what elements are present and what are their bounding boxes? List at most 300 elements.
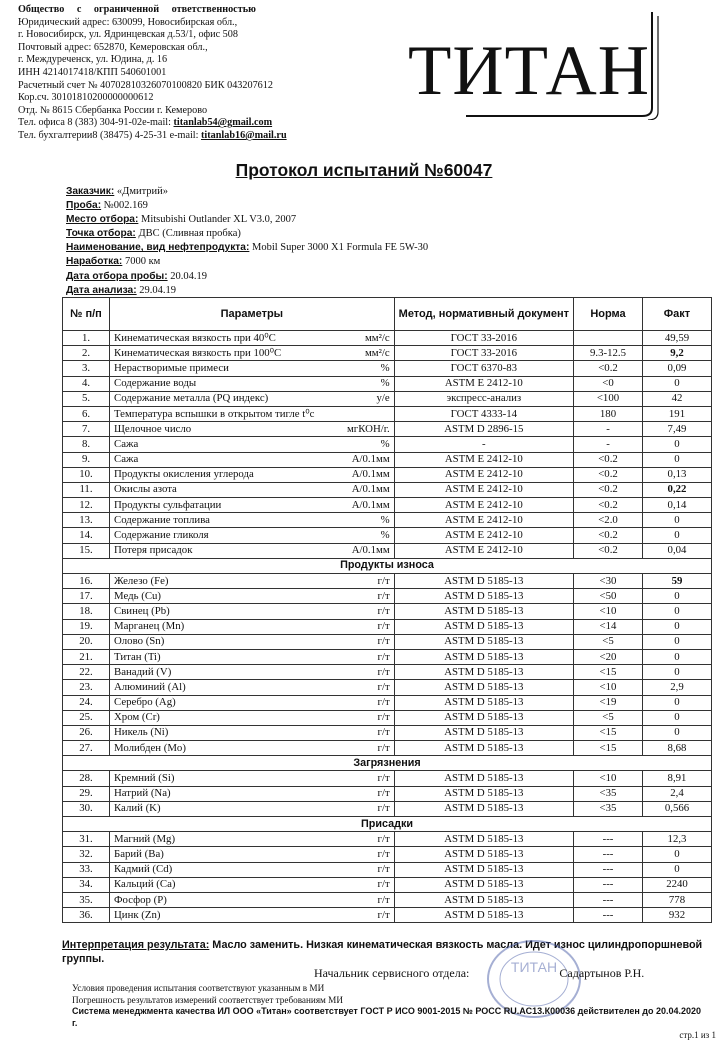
row-method: экспресс-анализ [394, 391, 573, 406]
row-fact: 0 [643, 847, 712, 862]
row-num: 21. [63, 649, 110, 664]
row-fact: 0 [643, 725, 712, 740]
row-unit: г/т [377, 726, 390, 739]
table-row [63, 406, 712, 421]
row-fact: 9,2 [643, 346, 712, 361]
row-method: ASTM D 5185-13 [394, 725, 573, 740]
office-email-link[interactable]: titanlab54@gmail.com [173, 117, 273, 129]
row-num: 1. [63, 331, 110, 346]
signature-line: Начальник сервисного отдела: Садартынов Р.Н. [314, 966, 645, 980]
row-fact: 0 [643, 589, 712, 604]
row-fact: 0 [643, 376, 712, 391]
row-method: ASTM E 2412-10 [394, 482, 573, 497]
table-row [63, 482, 712, 497]
row-method: ГОСТ 6370-83 [394, 361, 573, 376]
row-norm: <2.0 [574, 513, 643, 528]
row-num: 26. [63, 725, 110, 740]
row-param: Ванадий (V) г/т [110, 665, 395, 680]
row-fact: 0 [643, 513, 712, 528]
row-norm: <19 [574, 695, 643, 710]
table-row [63, 391, 712, 406]
row-unit: г/т [377, 620, 390, 633]
logo-text: ТИТАН [408, 32, 651, 110]
row-norm: <10 [574, 771, 643, 786]
row-num: 2. [63, 346, 110, 361]
row-norm: <35 [574, 786, 643, 801]
row-param: Кинематическая вязкость при 40⁰С мм²/с [110, 331, 395, 346]
row-num: 20. [63, 634, 110, 649]
row-param: Нерастворимые примеси % [110, 361, 395, 376]
interpretation: Интерпретация результата: Масло заменить. Низкая кинематическая вязкость масла. Идет износ цилиндропоршневой группы. [62, 939, 703, 965]
row-method: ASTM D 5185-13 [394, 801, 573, 816]
row-param: Никель (Ni) г/т [110, 725, 395, 740]
table-row [63, 801, 712, 816]
row-num: 22. [63, 665, 110, 680]
row-num: 27. [63, 741, 110, 756]
row-norm: --- [574, 862, 643, 877]
info-row [66, 199, 428, 213]
info-row [66, 284, 428, 298]
row-method: - [394, 437, 573, 452]
row-fact: 0,13 [643, 467, 712, 482]
row-norm: <35 [574, 801, 643, 816]
address-line: Кор.сч. 30101810200000000612 [18, 92, 154, 104]
table-row [63, 604, 712, 619]
row-norm: <50 [574, 589, 643, 604]
row-norm: <0.2 [574, 528, 643, 543]
row-method: ASTM D 5185-13 [394, 832, 573, 847]
row-param: Содержание топлива % [110, 513, 395, 528]
footer-notes: Условия проведения испытания соответствуют указанным в МИ Погрешность результатов измерений соответствует требованиям МИ Система менеджмента качества ИЛ ООО «Титан» соответствует ГОСТ Р ИСО 9001-2015 № РОСС RU.АС13.К00036 действителен до 20.04.2020 г. [72, 983, 702, 1028]
row-param: Кальций (Ca) г/т [110, 877, 395, 892]
info-value: «Дмитрий» [114, 186, 169, 197]
row-fact: 932 [643, 908, 712, 923]
row-unit: г/т [377, 696, 390, 709]
row-norm: <0.2 [574, 452, 643, 467]
table-row [63, 528, 712, 543]
info-row [66, 255, 428, 269]
row-norm: <0.2 [574, 482, 643, 497]
row-num: 9. [63, 452, 110, 467]
row-num: 10. [63, 467, 110, 482]
row-unit: % [380, 377, 390, 390]
row-unit: г/т [377, 893, 390, 906]
info-label: Заказчик: [66, 186, 115, 197]
row-norm: <100 [574, 391, 643, 406]
row-num: 8. [63, 437, 110, 452]
table-row [63, 376, 712, 391]
row-method: ASTM D 5185-13 [394, 589, 573, 604]
row-norm: <0.2 [574, 543, 643, 558]
col-param-header: Параметры [110, 298, 395, 331]
row-num: 36. [63, 908, 110, 923]
row-unit: г/т [377, 589, 390, 602]
row-method: ASTM D 5185-13 [394, 741, 573, 756]
row-param: Калий (K) г/т [110, 801, 395, 816]
row-param: Магний (Mg) г/т [110, 832, 395, 847]
row-unit: % [380, 513, 390, 526]
row-unit: г/т [377, 604, 390, 617]
row-unit: г/т [377, 802, 390, 815]
row-fact: 2240 [643, 877, 712, 892]
table-row [63, 786, 712, 801]
info-value: Mitsubishi Outlander XL V3.0, 2007 [138, 214, 297, 226]
row-unit: мм²/с [364, 331, 390, 344]
row-fact: 191 [643, 406, 712, 421]
table-row [63, 574, 712, 589]
row-param: Марганец (Mn) г/т [110, 619, 395, 634]
row-unit: г/т [377, 635, 390, 648]
info-label: Дата анализа: [66, 284, 137, 296]
info-row [66, 185, 428, 199]
table-row [63, 452, 712, 467]
row-unit: А/0.1мм [351, 453, 390, 466]
section-row [63, 558, 712, 573]
row-num: 30. [63, 801, 110, 816]
row-method: ASTM D 5185-13 [394, 695, 573, 710]
row-num: 16. [63, 574, 110, 589]
row-method: ASTM D 5185-13 [394, 634, 573, 649]
row-fact: 0 [643, 649, 712, 664]
table-row [63, 498, 712, 513]
table-row [63, 862, 712, 877]
section-row [63, 756, 712, 771]
row-fact: 59 [643, 574, 712, 589]
row-norm: <14 [574, 619, 643, 634]
col-fact-header: Факт [643, 298, 712, 331]
office-phone-line: Тел. офиса 8 (383) 304-91-02e-mail: titanlab54@gmail.com [18, 117, 273, 129]
info-value: 20.04.19 [167, 270, 207, 282]
table-row [63, 361, 712, 376]
row-fact: 0 [643, 604, 712, 619]
row-fact: 0,09 [643, 361, 712, 376]
row-param: Барий (Ba) г/т [110, 847, 395, 862]
row-norm: - [574, 437, 643, 452]
row-fact: 2,4 [643, 786, 712, 801]
row-fact: 0 [643, 634, 712, 649]
table-row [63, 710, 712, 725]
table-row [63, 680, 712, 695]
table-row [63, 908, 712, 923]
section-title: Продукты износа [63, 558, 712, 573]
table-row [63, 877, 712, 892]
row-param: Серебро (Ag) г/т [110, 695, 395, 710]
table-row [63, 725, 712, 740]
row-unit: г/т [377, 680, 390, 693]
col-num-header: № п/п [63, 298, 110, 331]
row-norm: - [574, 422, 643, 437]
address-line: ИНН 4214017418/КПП 540601001 [18, 66, 167, 78]
row-unit: мм²/с [364, 346, 390, 359]
row-unit: А/0.1мм [351, 468, 390, 481]
row-num: 34. [63, 877, 110, 892]
table-row [63, 695, 712, 710]
address-line: Почтовый адрес: 652870, Кемеровская обл., [18, 41, 208, 53]
address-line: Юридический адрес: 630099, Новосибирская обл., [18, 16, 238, 28]
row-param: Натрий (Na) г/т [110, 786, 395, 801]
info-row [66, 241, 428, 255]
row-param: Продукты сульфатации А/0.1мм [110, 498, 395, 513]
row-unit: г/т [377, 665, 390, 678]
row-method: ASTM D 5185-13 [394, 862, 573, 877]
table-row [63, 847, 712, 862]
row-norm: --- [574, 877, 643, 892]
row-param: Содержание воды % [110, 376, 395, 391]
info-label: Наработка: [66, 256, 123, 268]
row-unit: А/0.1мм [351, 498, 390, 511]
row-fact: 778 [643, 892, 712, 907]
row-num: 23. [63, 680, 110, 695]
row-unit: % [380, 361, 390, 374]
row-num: 31. [63, 832, 110, 847]
section-row [63, 817, 712, 832]
row-num: 29. [63, 786, 110, 801]
row-fact: 42 [643, 391, 712, 406]
row-fact: 0 [643, 695, 712, 710]
row-unit: г/т [377, 878, 390, 891]
row-param: Олово (Sn) г/т [110, 634, 395, 649]
row-fact: 0 [643, 528, 712, 543]
row-method: ASTM D 5185-13 [394, 604, 573, 619]
table-row [63, 619, 712, 634]
table-row [63, 832, 712, 847]
info-label: Точка отбора: [66, 228, 136, 240]
row-norm: --- [574, 847, 643, 862]
row-method: ASTM D 2896-15 [394, 422, 573, 437]
address-line: г. Новосибирск, ул. Ядринцевская д.53/1, офис 508 [18, 29, 238, 41]
info-value: Mobil Super 3000 X1 Formula FE 5W-30 [249, 242, 429, 254]
row-norm: <10 [574, 604, 643, 619]
info-row [66, 227, 428, 241]
row-unit: г/т [377, 847, 390, 860]
address-line: г. Междуреченск, ул. Юдина, д. 16 [18, 54, 168, 66]
row-fact: 2,9 [643, 680, 712, 695]
info-label: Проба: [66, 200, 102, 212]
table-row [63, 331, 712, 346]
section-title: Загрязнения [63, 756, 712, 771]
row-fact: 0 [643, 665, 712, 680]
row-method: ASTM E 2412-10 [394, 543, 573, 558]
row-norm: --- [574, 892, 643, 907]
row-method: ASTM D 5185-13 [394, 619, 573, 634]
row-unit: % [380, 529, 390, 542]
row-param: Окислы азота А/0.1мм [110, 482, 395, 497]
row-norm: <0 [574, 376, 643, 391]
table-row [63, 467, 712, 482]
row-norm: <0.2 [574, 467, 643, 482]
row-method: ASTM E 2412-10 [394, 528, 573, 543]
row-param: Кремний (Si) г/т [110, 771, 395, 786]
row-param: Хром (Cr) г/т [110, 710, 395, 725]
row-fact: 0,04 [643, 543, 712, 558]
row-num: 28. [63, 771, 110, 786]
row-norm: 180 [574, 406, 643, 421]
table-row [63, 741, 712, 756]
stamp-text: ТИТАН [510, 959, 558, 975]
company-name: Общество с ограниченной ответственностью [18, 4, 256, 15]
row-param: Медь (Cu) г/т [110, 589, 395, 604]
row-param: Свинец (Pb) г/т [110, 604, 395, 619]
row-param: Содержание металла (PQ индекс) у/е [110, 391, 395, 406]
row-num: 13. [63, 513, 110, 528]
protocol-title: Протокол испытаний №60047 [235, 160, 493, 180]
table-row [63, 437, 712, 452]
col-method-header: Метод, нормативный документ [394, 298, 573, 331]
info-row [66, 213, 428, 227]
row-num: 35. [63, 892, 110, 907]
row-unit: г/т [377, 787, 390, 800]
row-method: ASTM D 5185-13 [394, 710, 573, 725]
table-row [63, 649, 712, 664]
row-fact: 49,59 [643, 331, 712, 346]
row-method: ASTM D 5185-13 [394, 649, 573, 664]
row-num: 14. [63, 528, 110, 543]
row-method: ГОСТ 33-2016 [394, 331, 573, 346]
row-fact: 0,566 [643, 801, 712, 816]
row-fact: 7,49 [643, 422, 712, 437]
address-line: Расчетный счет № 40702810326070100820 БИК 043207612 [18, 79, 273, 91]
row-num: 18. [63, 604, 110, 619]
info-label: Наименование, вид нефтепродукта: [66, 242, 250, 254]
table-row [63, 771, 712, 786]
row-norm: <5 [574, 710, 643, 725]
row-fact: 0,22 [643, 482, 712, 497]
info-value: ДВС (Сливная пробка) [135, 228, 241, 240]
row-num: 12. [63, 498, 110, 513]
row-param: Фосфор (P) г/т [110, 892, 395, 907]
row-method: ASTM E 2412-10 [394, 467, 573, 482]
row-unit: г/т [377, 772, 390, 785]
company-header [18, 4, 287, 143]
table-row [63, 346, 712, 361]
row-norm: <5 [574, 634, 643, 649]
sample-info [66, 185, 428, 298]
table-row [63, 422, 712, 437]
titan-logo [406, 8, 712, 120]
row-num: 11. [63, 482, 110, 497]
info-value: 7000 км [122, 256, 161, 268]
table-row [63, 543, 712, 558]
row-method: ASTM E 2412-10 [394, 498, 573, 513]
row-norm: <20 [574, 649, 643, 664]
page-number: стр.1 из 1 [679, 1030, 716, 1040]
row-method: ГОСТ 4333-14 [394, 406, 573, 421]
row-num: 3. [63, 361, 110, 376]
row-param: Потеря присадок А/0.1мм [110, 543, 395, 558]
row-method: ASTM D 5185-13 [394, 877, 573, 892]
row-unit: г/т [377, 650, 390, 663]
section-title: Присадки [63, 817, 712, 832]
row-param: Цинк (Zn) г/т [110, 908, 395, 923]
row-norm: <0.2 [574, 498, 643, 513]
row-fact: 0 [643, 437, 712, 452]
row-fact: 0 [643, 452, 712, 467]
row-method: ASTM D 5185-13 [394, 908, 573, 923]
row-norm: <10 [574, 680, 643, 695]
row-num: 33. [63, 862, 110, 877]
row-unit: г/т [377, 908, 390, 921]
row-norm [574, 331, 643, 346]
accounting-email-link[interactable]: titanlab16@mail.ru [201, 129, 287, 141]
table-row [63, 589, 712, 604]
row-method: ASTM E 2412-10 [394, 513, 573, 528]
info-value: №002.169 [101, 200, 148, 212]
row-num: 5. [63, 391, 110, 406]
row-num: 17. [63, 589, 110, 604]
row-method: ASTM D 5185-13 [394, 847, 573, 862]
row-norm: 9.3-12.5 [574, 346, 643, 361]
row-unit: % [380, 437, 390, 450]
row-param: Продукты окисления углерода А/0.1мм [110, 467, 395, 482]
row-method: ASTM D 5185-13 [394, 892, 573, 907]
row-num: 32. [63, 847, 110, 862]
accounting-phone-line: Тел. бухгалтерии8 (38475) 4-25-31 e-mail: titanlab16@mail.ru [18, 129, 287, 141]
row-method: ASTM D 5185-13 [394, 771, 573, 786]
row-norm: <30 [574, 574, 643, 589]
row-unit: г/т [377, 711, 390, 724]
row-fact: 12,3 [643, 832, 712, 847]
row-param: Молибден (Mo) г/т [110, 741, 395, 756]
col-norm-header: Норма [574, 298, 643, 331]
row-num: 4. [63, 376, 110, 391]
table-row [63, 665, 712, 680]
row-param: Кинематическая вязкость при 100⁰С мм²/с [110, 346, 395, 361]
row-unit: г/т [377, 863, 390, 876]
row-method: ASTM D 5185-13 [394, 665, 573, 680]
row-unit: г/т [377, 741, 390, 754]
row-param: Железо (Fe) г/т [110, 574, 395, 589]
row-param: Содержание гликоля % [110, 528, 395, 543]
row-unit: А/0.1мм [351, 544, 390, 557]
row-method: ASTM D 5185-13 [394, 574, 573, 589]
row-fact: 0,14 [643, 498, 712, 513]
row-norm: <15 [574, 741, 643, 756]
row-num: 6. [63, 406, 110, 421]
table-header-row [63, 298, 712, 331]
row-norm: <0.2 [574, 361, 643, 376]
row-method: ASTM D 5185-13 [394, 680, 573, 695]
row-unit: г/т [377, 832, 390, 845]
row-num: 25. [63, 710, 110, 725]
info-label: Место отбора: [66, 214, 139, 226]
row-unit: г/т [377, 574, 390, 587]
row-fact: 0 [643, 710, 712, 725]
row-num: 15. [63, 543, 110, 558]
row-param: Сажа % [110, 437, 395, 452]
row-method: ASTM E 2412-10 [394, 376, 573, 391]
row-method: ГОСТ 33-2016 [394, 346, 573, 361]
table-row [63, 634, 712, 649]
info-value: 29.04.19 [136, 284, 176, 296]
row-param: Алюминий (Al) г/т [110, 680, 395, 695]
row-num: 24. [63, 695, 110, 710]
table-row [63, 513, 712, 528]
row-unit: у/е [376, 392, 390, 405]
row-fact: 8,68 [643, 741, 712, 756]
row-norm: --- [574, 908, 643, 923]
results-table [62, 297, 712, 923]
row-param: Сажа А/0.1мм [110, 452, 395, 467]
row-unit: мгКОН/г. [346, 422, 390, 435]
row-norm: <15 [574, 725, 643, 740]
info-label: Дата отбора пробы: [66, 270, 168, 282]
row-fact: 0 [643, 619, 712, 634]
row-unit: А/0.1мм [351, 483, 390, 496]
row-norm: <15 [574, 665, 643, 680]
row-method: ASTM E 2412-10 [394, 452, 573, 467]
row-param: Титан (Ti) г/т [110, 649, 395, 664]
row-method: ASTM D 5185-13 [394, 786, 573, 801]
